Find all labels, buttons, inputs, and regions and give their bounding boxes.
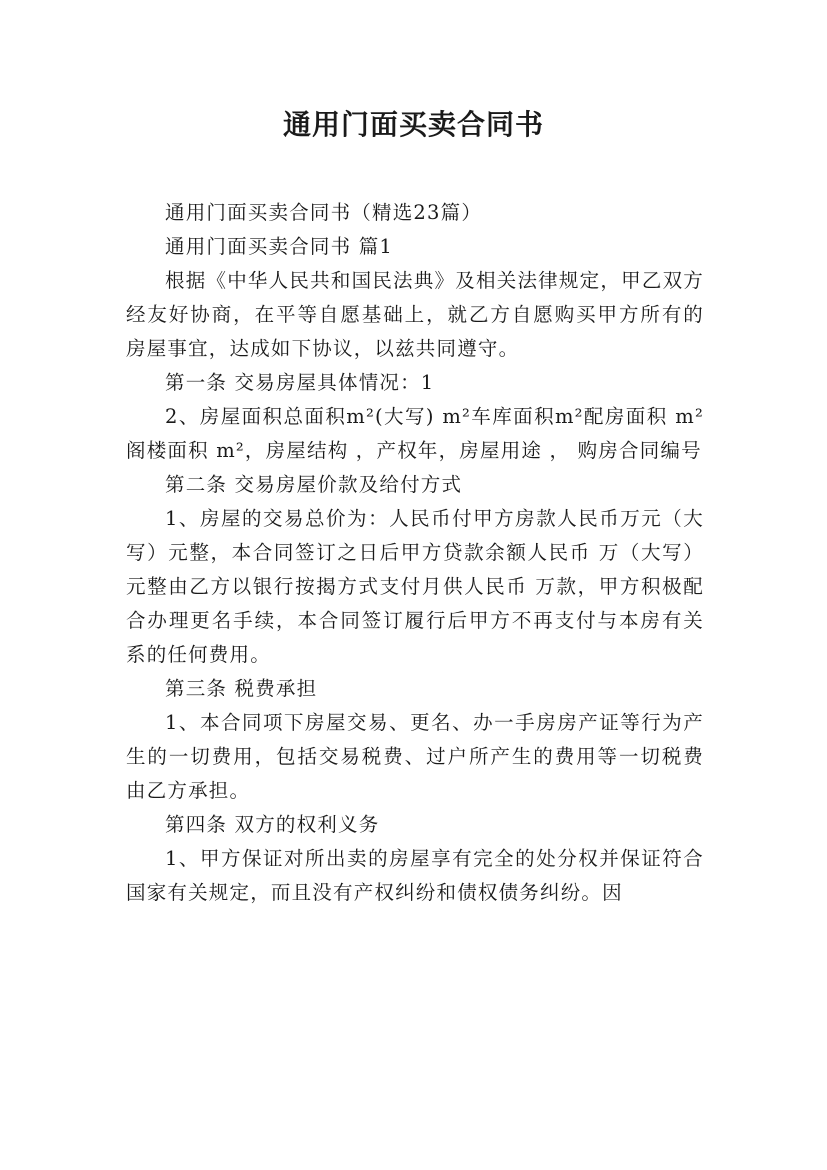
article-4-heading: 第四条 双方的权利义务 <box>165 813 380 836</box>
paragraph-intro: 根据《中华人民共和国民法典》及相关法律规定，甲乙双方经友好协商，在平等自愿基础上，就乙方自愿购买甲方所有的房屋事宜，达成如下协议，以兹共同遵守。 <box>126 269 704 360</box>
article-4-item-1: 1、甲方保证对所出卖的房屋享有完全的处分权并保证符合国家有关规定，而且没有产权纠纷和债权债务纠纷。因 <box>126 847 704 904</box>
document-title: 通用门面买卖合同书 <box>282 108 544 141</box>
article-2-item-1: 1、房屋的交易总价为：人民币付甲方房款人民币万元（大写）元整，本合同签订之日后甲方贷款余额人民币 万（大写）元整由乙方以银行按揭方式支付月供人民币 万款，甲方积极配合办理更名手续，本合同签订履行后甲方不再支付与本房有关系的任何费用。 <box>126 507 704 666</box>
article-1-heading: 第一条 交易房屋具体情况：1 <box>165 371 435 394</box>
paragraph-heading-1: 通用门面买卖合同书 篇1 <box>165 235 394 258</box>
article-3-item-1: 1、本合同项下房屋交易、更名、办一手房房产证等行为产生的一切费用，包括交易税费、过户所产生的费用等一切税费由乙方承担。 <box>126 711 704 802</box>
paragraph-subtitle: 通用门面买卖合同书（精选23篇） <box>165 201 483 224</box>
document-body <box>126 196 704 910</box>
article-1-item-2: 2、房屋面积总面积m²(大写) m²车库面积m²配房面积 m²阁楼面积 m²，房屋结构 ，产权年，房屋用途 ， 购房合同编号 <box>126 405 704 462</box>
article-3-heading: 第三条 税费承担 <box>165 677 318 700</box>
article-2-heading: 第二条 交易房屋价款及给付方式 <box>165 473 463 496</box>
